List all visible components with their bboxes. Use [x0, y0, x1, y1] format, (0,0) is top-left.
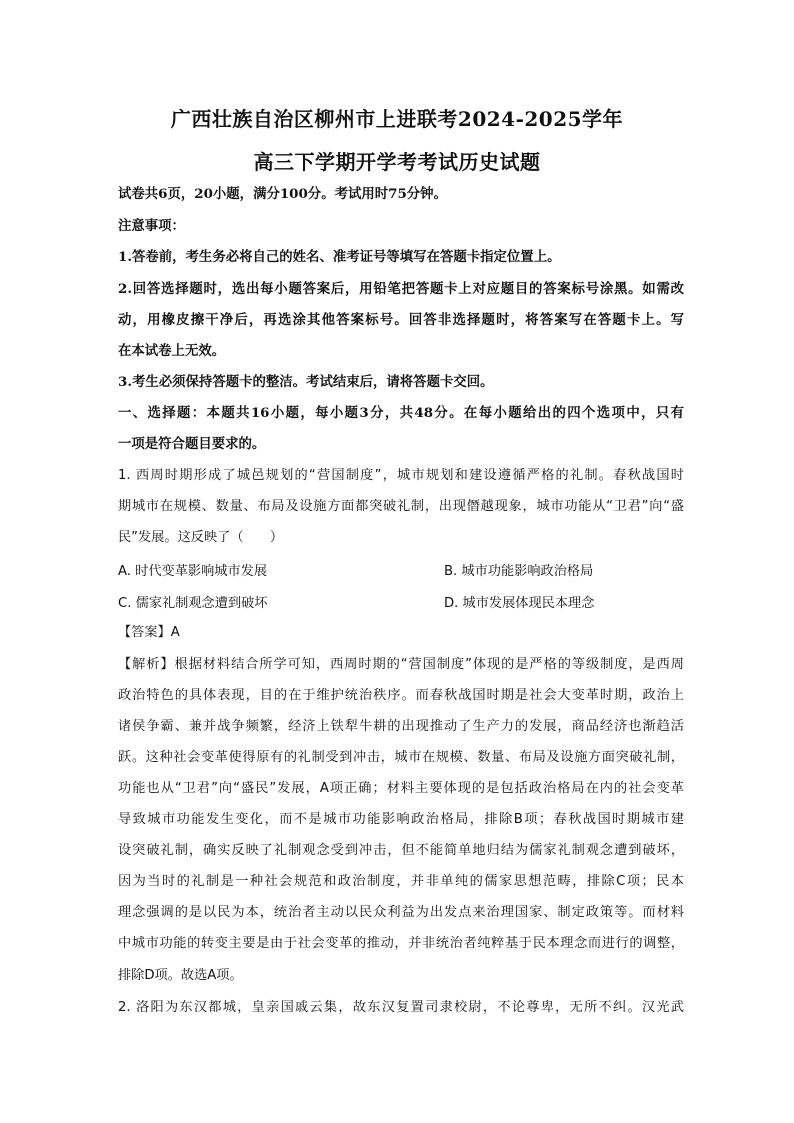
document-title-line2: 高三下学期开学考考试历史试题 [253, 150, 541, 174]
notice-item-1: 1.答卷前，考生务必将自己的姓名、准考证号等填写在答题卡指定位置上。 [118, 249, 561, 265]
section-heading-line-1: 一、选择题：本题共16小题，每小题3分，共48分。在每小题给出的四个选项中，只有 [118, 405, 684, 421]
question-1-option-b: B. 城市功能影响政治格局 [444, 564, 594, 579]
notice-item-3: 3.考生必须保持答题卡的整洁。考试结束后，请将答题卡交回。 [118, 374, 494, 390]
question-1-stem-line-3: 民”发展。这反映了（ ） [118, 530, 284, 545]
analysis-line: 功能也从“卫君”向“盛民”发展，A项正确；材料主要体现的是包括政治格局在内的社会变革 [118, 781, 684, 796]
analysis-line: 【解析】根据材料结合所学可知，西周时期的“营国制度”体现的是严格的等级制度，是西周 [118, 657, 684, 672]
analysis-line: 设突破礼制，确实反映了礼制观念受到冲击，但不能简单地归结为儒家礼制观念遭到破坏， [118, 843, 684, 858]
question-1-option-c: C. 儒家礼制观念遭到破坏 [118, 596, 268, 611]
question-1-option-d: D. 城市发展体现民本理念 [444, 596, 595, 611]
document-title-line1: 广西壮族自治区柳州市上进联考2024-2025学年 [170, 107, 624, 131]
analysis-line: 导致城市功能发生变化，而不是城市功能影响政治格局，排除B项；春秋战国时期城市建 [118, 812, 684, 827]
analysis-line: 政治特色的具体表现，目的在于维护统治秩序。而春秋战国时期是社会大变革时期，政治上 [118, 688, 684, 703]
analysis-line: 跃。这种社会变革使得原有的礼制受到冲击，城市在规模、数量、布局及设施方面突破礼制， [118, 750, 684, 765]
analysis-line: 因为当时的礼制是一种社会规范和政治制度，并非单纯的儒家思想范畴，排除C项；民本 [118, 874, 684, 889]
analysis-line: 中城市功能的转变主要是由于社会变革的推动，并非统治者纯粹基于民本理念而进行的调整， [118, 936, 684, 951]
section-heading-line-2: 一项是符合题目要求的。 [118, 436, 266, 452]
notice-item-2-line-2: 动，用橡皮擦干净后，再选涂其他答案标号。回答非选择题时，将答案写在答题卡上。写 [118, 312, 684, 328]
question-1-stem-line-1: 1. 西周时期形成了城邑规划的“营国制度”，城市规划和建设遵循严格的礼制。春秋战国时 [118, 468, 684, 483]
question-1-stem-line-2: 期城市在规模、数量、布局及设施方面都突破礼制，出现僭越现象，城市功能从“卫君”向“盛 [118, 499, 684, 514]
analysis-line: 理念强调的是以民为本，统治者主动以民众利益为出发点来治理国家、制定政策等。而材料 [118, 905, 684, 920]
question-1-answer: 【答案】A [118, 625, 180, 640]
question-1-option-a: A. 时代变革影响城市发展 [118, 564, 268, 579]
notice-item-2-line-3: 在本试卷上无效。 [118, 343, 226, 359]
notice-item-2-line-1: 2.回答选择题时，选出每小题答案后，用铅笔把答题卡上对应题目的答案标号涂黑。如需改 [118, 281, 684, 297]
notice-heading: 注意事项： [118, 218, 185, 234]
exam-intro: 试卷共6页，20小题，满分100分。考试用时75分钟。 [118, 186, 447, 202]
analysis-line: 诸侯争霸、兼并战争频繁，经济上铁犁牛耕的出现推动了生产力的发展，商品经济也渐趋活 [118, 719, 684, 734]
analysis-line: 排除D项。故选A项。 [118, 968, 243, 983]
question-2-stem-line-1: 2. 洛阳为东汉都城，皇亲国戚云集，故东汉复置司隶校尉，不论尊卑，无所不纠。汉光武 [118, 1000, 684, 1015]
